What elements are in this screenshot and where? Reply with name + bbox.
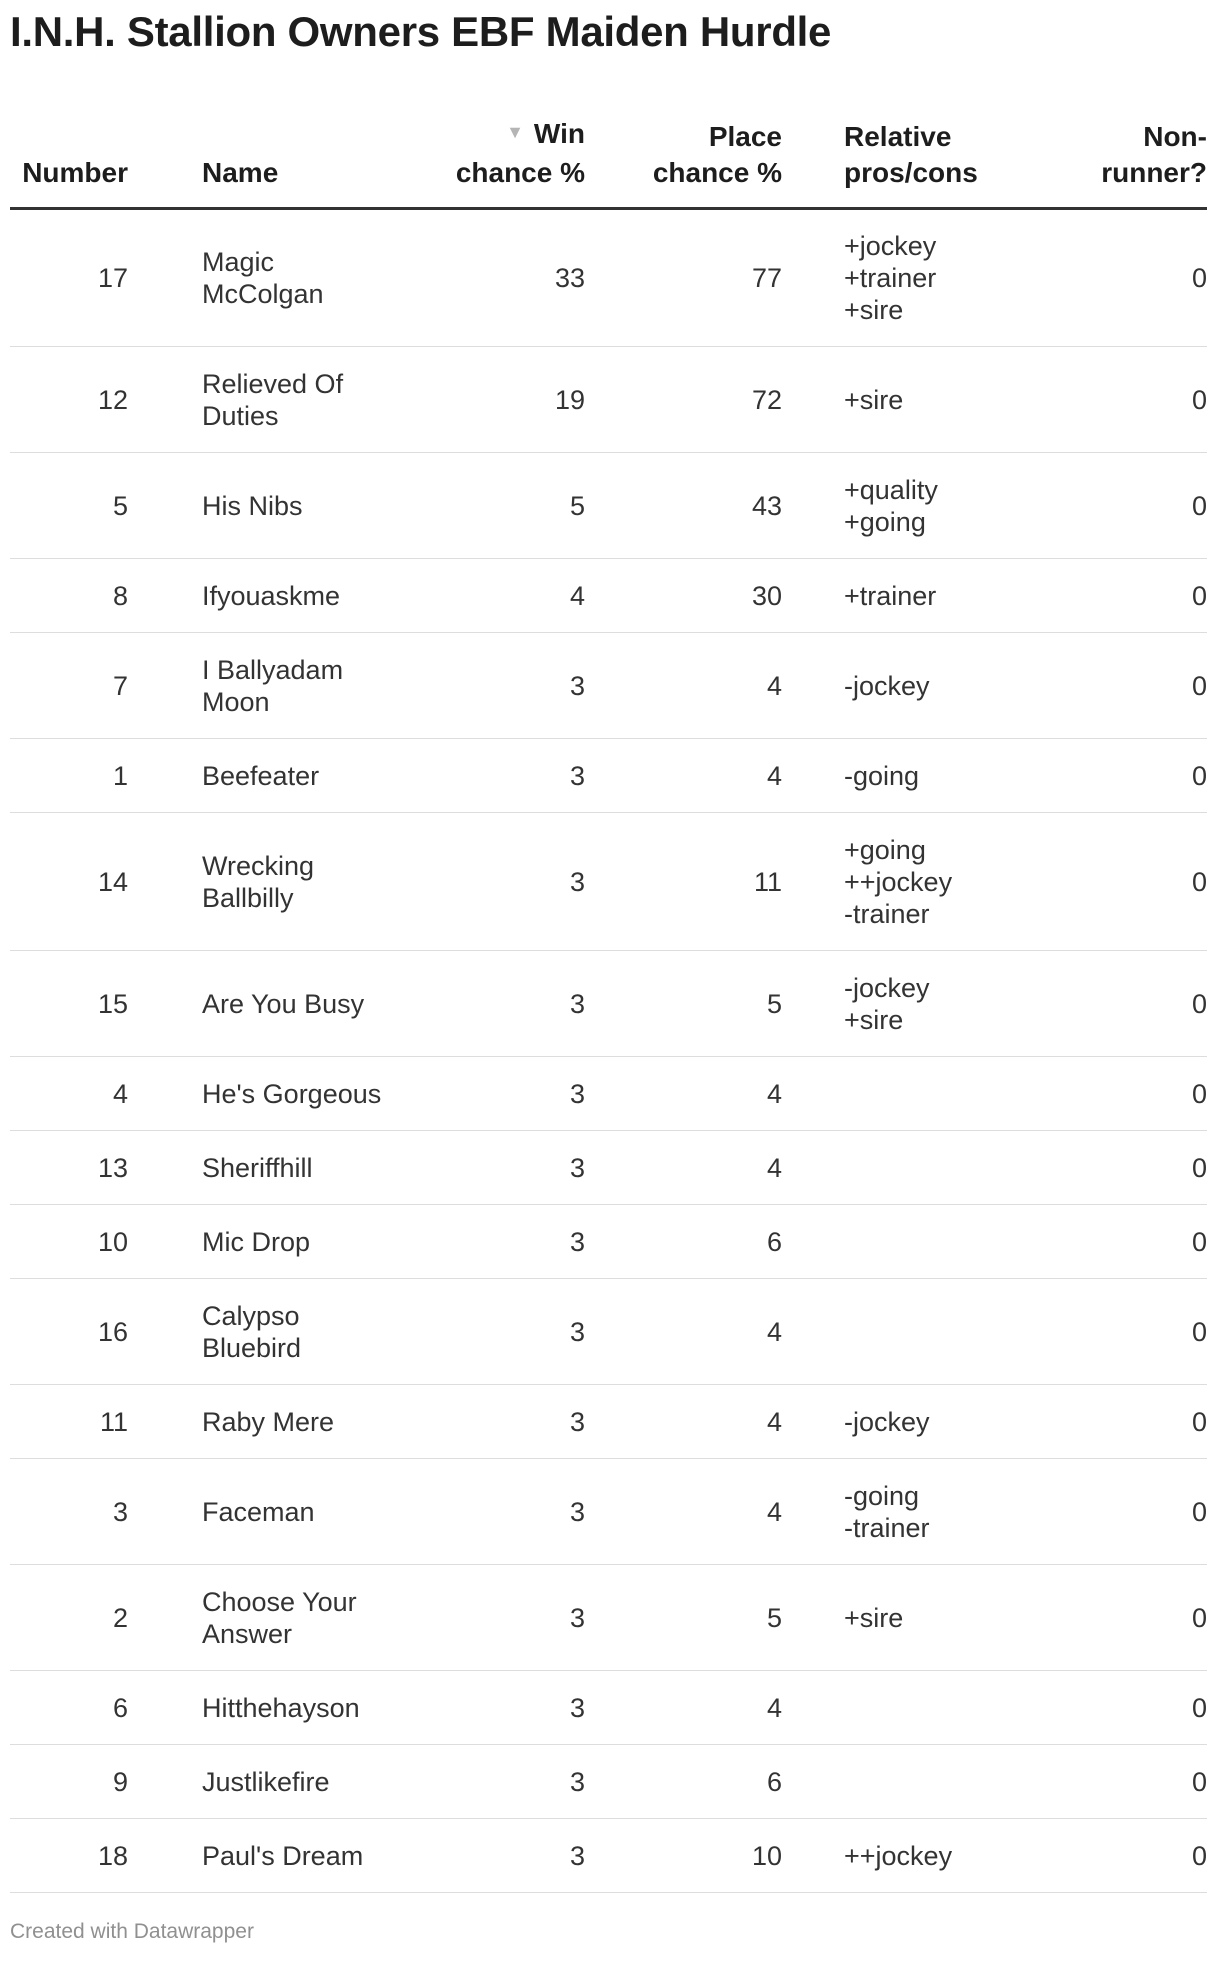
cell-pros-cons [792, 347, 1042, 453]
cell-win-chance: 33 [400, 209, 595, 347]
cell-pros-line: +sire [844, 384, 904, 415]
cell-name [150, 1745, 400, 1819]
cell-pros-cons [792, 1819, 1042, 1893]
cell-name-line: I Ballyadam [202, 654, 344, 685]
cell-number: 17 [10, 209, 150, 347]
cell-number: 4 [10, 1057, 150, 1131]
cell-number: 14 [10, 813, 150, 951]
cell-place-chance: 43 [595, 453, 792, 559]
cell-name-line: Calypso [202, 1300, 300, 1331]
cell-name [150, 347, 400, 453]
header-name[interactable] [150, 110, 400, 209]
cell-name-line: His Nibs [202, 490, 303, 521]
cell-win-chance: 3 [400, 1671, 595, 1745]
cell-pros-line: +quality [844, 474, 938, 505]
cell-place-chance: 77 [595, 209, 792, 347]
cell-name-line: Mic Drop [202, 1226, 311, 1257]
cell-name [150, 1459, 400, 1565]
cell-win-chance: 3 [400, 1459, 595, 1565]
cell-win-chance: 3 [400, 1279, 595, 1385]
cell-pros-line: -trainer [844, 1512, 930, 1543]
table-row [10, 1745, 1207, 1819]
cell-pros-line: ++jockey [844, 1840, 953, 1871]
cell-place-chance: 4 [595, 1131, 792, 1205]
cell-name [150, 813, 400, 951]
cell-name-line: Relieved Of [202, 368, 344, 399]
cell-number: 5 [10, 453, 150, 559]
cell-win-chance: 3 [400, 1131, 595, 1205]
cell-non-runner: 0 [1042, 1279, 1207, 1385]
cell-name-line: Bluebird [202, 1332, 302, 1363]
cell-non-runner: 0 [1042, 1819, 1207, 1893]
cell-place-chance: 5 [595, 951, 792, 1057]
cell-number: 15 [10, 951, 150, 1057]
cell-name-line: Paul's Dream [202, 1840, 364, 1871]
cell-win-chance: 3 [400, 1745, 595, 1819]
cell-non-runner: 0 [1042, 739, 1207, 813]
cell-name-line: Answer [202, 1618, 293, 1649]
table-row [10, 1057, 1207, 1131]
table-body [10, 209, 1207, 1893]
header-pros-line1: Relative [844, 121, 952, 152]
cell-number: 10 [10, 1205, 150, 1279]
cell-pros-cons [792, 813, 1042, 951]
table-row [10, 1205, 1207, 1279]
cell-pros-cons [792, 951, 1042, 1057]
cell-name [150, 559, 400, 633]
cell-name [150, 1671, 400, 1745]
header-win-line2: chance % [455, 157, 585, 188]
cell-win-chance: 3 [400, 1565, 595, 1671]
header-win-chance[interactable] [400, 110, 595, 209]
header-pros-cons[interactable] [792, 110, 1042, 209]
cell-pros-line: +trainer [844, 580, 937, 611]
cell-place-chance: 4 [595, 1671, 792, 1745]
cell-place-chance: 4 [595, 1385, 792, 1459]
cell-win-chance: 3 [400, 1385, 595, 1459]
cell-number: 6 [10, 1671, 150, 1745]
cell-non-runner: 0 [1042, 453, 1207, 559]
cell-non-runner: 0 [1042, 1131, 1207, 1205]
chart-title: I.N.H. Stallion Owners EBF Maiden Hurdle [10, 8, 832, 55]
cell-number: 2 [10, 1565, 150, 1671]
cell-non-runner: 0 [1042, 1459, 1207, 1565]
cell-win-chance: 3 [400, 633, 595, 739]
cell-win-chance: 19 [400, 347, 595, 453]
cell-pros-line: +going [844, 834, 926, 865]
cell-win-chance: 5 [400, 453, 595, 559]
cell-place-chance: 4 [595, 739, 792, 813]
cell-name [150, 1385, 400, 1459]
cell-pros-cons [792, 739, 1042, 813]
cell-place-chance: 6 [595, 1745, 792, 1819]
cell-pros-cons [792, 1671, 1042, 1745]
table-row [10, 1279, 1207, 1385]
cell-pros-line: +going [844, 506, 926, 537]
table-row [10, 951, 1207, 1057]
cell-name [150, 951, 400, 1057]
header-nr-line2: runner? [1101, 157, 1207, 188]
table-row [10, 1565, 1207, 1671]
table-row [10, 813, 1207, 951]
cell-number: 3 [10, 1459, 150, 1565]
cell-number: 9 [10, 1745, 150, 1819]
cell-number: 11 [10, 1385, 150, 1459]
table-row [10, 1385, 1207, 1459]
cell-number: 16 [10, 1279, 150, 1385]
table-row [10, 1131, 1207, 1205]
cell-pros-cons [792, 1205, 1042, 1279]
cell-non-runner: 0 [1042, 1565, 1207, 1671]
header-number[interactable] [10, 110, 150, 209]
cell-name-line: Ifyouaskme [202, 580, 341, 611]
cell-win-chance: 3 [400, 1205, 595, 1279]
cell-name-line: Magic [202, 247, 275, 277]
cell-name-line: Wrecking [202, 850, 315, 881]
cell-name [150, 1279, 400, 1385]
cell-non-runner: 0 [1042, 209, 1207, 347]
cell-win-chance: 4 [400, 559, 595, 633]
cell-pros-line: +jockey [844, 231, 937, 261]
cell-number: 12 [10, 347, 150, 453]
cell-pros-line: -trainer [844, 898, 930, 929]
cell-pros-line: -going [844, 1480, 920, 1511]
header-pros-line2: pros/cons [844, 157, 978, 188]
cell-place-chance: 72 [595, 347, 792, 453]
cell-number: 13 [10, 1131, 150, 1205]
cell-pros-line: +sire [844, 1004, 904, 1035]
cell-pros-cons [792, 1131, 1042, 1205]
header-place-line1: Place [708, 121, 782, 152]
cell-pros-line: +sire [844, 295, 904, 325]
cell-number: 18 [10, 1819, 150, 1893]
cell-win-chance: 3 [400, 1057, 595, 1131]
cell-name-line: Ballbilly [202, 882, 294, 913]
cell-name-line: Duties [202, 400, 279, 431]
cell-place-chance: 4 [595, 1057, 792, 1131]
table-header [10, 110, 1207, 209]
cell-name-line: Are You Busy [202, 988, 365, 1019]
cell-pros-cons [792, 559, 1042, 633]
cell-non-runner: 0 [1042, 1057, 1207, 1131]
table-row [10, 209, 1207, 347]
header-non-runner[interactable] [1042, 110, 1207, 209]
cell-name [150, 633, 400, 739]
header-name-label: Name [202, 157, 279, 188]
table-row [10, 1459, 1207, 1565]
cell-place-chance: 11 [595, 813, 792, 951]
cell-place-chance: 10 [595, 1819, 792, 1893]
cell-name-line: Beefeater [202, 760, 320, 791]
cell-pros-line: +trainer [844, 263, 937, 293]
table-row [10, 347, 1207, 453]
cell-win-chance: 3 [400, 739, 595, 813]
runners-table [10, 110, 1207, 1893]
cell-name-line: Sheriffhill [202, 1152, 313, 1183]
cell-non-runner: 0 [1042, 1671, 1207, 1745]
cell-place-chance: 4 [595, 633, 792, 739]
cell-name-line: Raby Mere [202, 1406, 335, 1437]
cell-pros-cons [792, 1057, 1042, 1131]
cell-name [150, 453, 400, 559]
cell-win-chance: 3 [400, 813, 595, 951]
cell-name [150, 1131, 400, 1205]
cell-name-line: Hitthehayson [202, 1692, 360, 1723]
cell-non-runner: 0 [1042, 1205, 1207, 1279]
cell-name [150, 1565, 400, 1671]
cell-number: 8 [10, 559, 150, 633]
cell-number: 7 [10, 633, 150, 739]
cell-non-runner: 0 [1042, 1385, 1207, 1459]
cell-pros-cons [792, 453, 1042, 559]
cell-non-runner: 0 [1042, 813, 1207, 951]
cell-pros-line: ++jockey [844, 866, 953, 897]
cell-pros-cons [792, 1565, 1042, 1671]
cell-pros-cons [792, 1459, 1042, 1565]
table-row [10, 1671, 1207, 1745]
cell-non-runner: 0 [1042, 559, 1207, 633]
credit-text: Created with Datawrapper [10, 1920, 254, 1943]
cell-name-line: Choose Your [202, 1586, 357, 1617]
cell-number: 1 [10, 739, 150, 813]
cell-pros-line: -jockey [844, 670, 930, 701]
header-place-chance[interactable] [595, 110, 792, 209]
cell-win-chance: 3 [400, 1819, 595, 1893]
cell-name-line: Moon [202, 686, 270, 717]
cell-name [150, 1819, 400, 1893]
cell-place-chance: 4 [595, 1279, 792, 1385]
cell-win-chance: 3 [400, 951, 595, 1057]
table-row [10, 633, 1207, 739]
cell-place-chance: 30 [595, 559, 792, 633]
cell-pros-line: -jockey [844, 1406, 930, 1437]
cell-name [150, 1057, 400, 1131]
cell-non-runner: 0 [1042, 347, 1207, 453]
cell-pros-cons [792, 633, 1042, 739]
cell-name-line: Faceman [202, 1496, 315, 1527]
cell-name [150, 209, 400, 347]
cell-name-line: He's Gorgeous [202, 1078, 382, 1109]
cell-name-line: Justlikefire [202, 1766, 330, 1797]
cell-non-runner: 0 [1042, 1745, 1207, 1819]
cell-place-chance: 6 [595, 1205, 792, 1279]
cell-name-line: McColgan [202, 279, 324, 309]
header-number-label: Number [22, 157, 128, 188]
cell-pros-line: +sire [844, 1602, 904, 1633]
table-row [10, 739, 1207, 813]
table-row [10, 1819, 1207, 1893]
cell-place-chance: 4 [595, 1459, 792, 1565]
header-win-line1: Win [533, 118, 585, 149]
table-row [10, 559, 1207, 633]
cell-pros-cons [792, 209, 1042, 347]
cell-pros-cons [792, 1279, 1042, 1385]
cell-non-runner: 0 [1042, 951, 1207, 1057]
cell-place-chance: 5 [595, 1565, 792, 1671]
cell-pros-line: -going [844, 760, 920, 791]
cell-name [150, 1205, 400, 1279]
header-nr-line1: Non- [1143, 121, 1207, 152]
table-row [10, 453, 1207, 559]
cell-pros-line: -jockey [844, 972, 930, 1003]
cell-pros-cons [792, 1745, 1042, 1819]
cell-pros-cons [792, 1385, 1042, 1459]
cell-non-runner: 0 [1042, 633, 1207, 739]
cell-name [150, 739, 400, 813]
header-place-line2: chance % [652, 157, 782, 188]
sort-descending-icon: ▼ [506, 122, 524, 142]
